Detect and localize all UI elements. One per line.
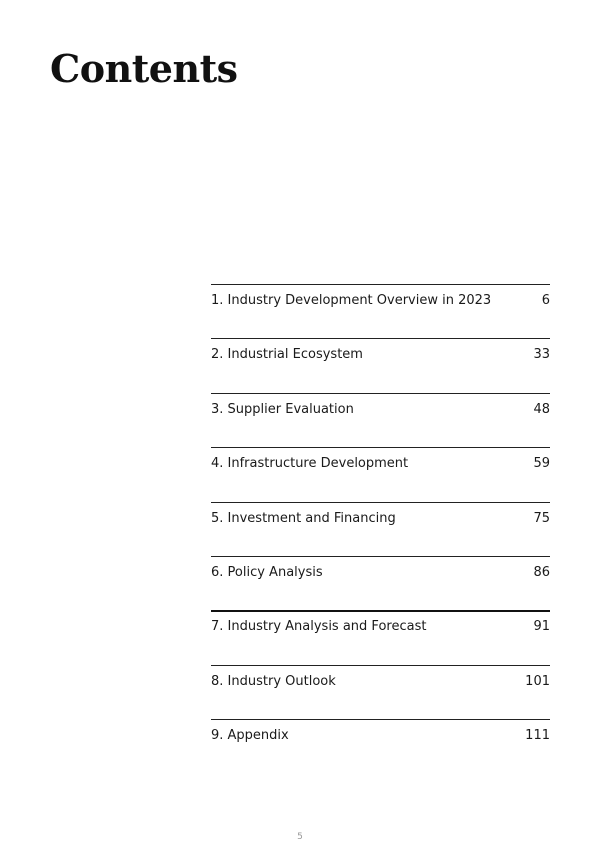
toc-entry-label: 1. Industry Development Overview in 2023: [211, 293, 492, 308]
toc-entry-label: 4. Infrastructure Development: [211, 456, 409, 472]
toc-entry-page: 111: [525, 728, 550, 744]
toc-entry[interactable]: [211, 502, 550, 556]
toc-entry-page: 59: [533, 456, 550, 472]
toc-entry-label: 7. Industry Analysis and Forecast: [211, 619, 427, 635]
toc-entry[interactable]: [211, 610, 550, 664]
toc-entry-page: 48: [533, 401, 550, 417]
toc-entry[interactable]: [211, 447, 550, 501]
toc-entry-label: 5. Investment and Financing: [211, 510, 396, 526]
toc-entry-page: 86: [533, 564, 550, 580]
toc-entry-label: 6. Policy Analysis: [211, 564, 323, 580]
toc-entry-label: 3. Supplier Evaluation: [211, 401, 354, 417]
toc-entry-page: 101: [525, 673, 550, 689]
toc-entry[interactable]: [211, 719, 550, 773]
toc-entry-label: 2. Industrial Ecosystem: [211, 347, 363, 363]
page-number: 5: [297, 832, 303, 842]
toc-entry[interactable]: [211, 556, 550, 610]
table-of-contents: [211, 284, 550, 774]
toc-entry-page: 6: [541, 293, 550, 308]
page-title: Contents: [50, 46, 238, 91]
toc-entry[interactable]: [211, 665, 550, 719]
toc-entry-page: 75: [533, 510, 550, 526]
toc-entry[interactable]: [211, 284, 550, 338]
toc-entry-page: 33: [533, 347, 550, 363]
toc-entry-page: 91: [533, 619, 550, 635]
toc-entry-label: 8. Industry Outlook: [211, 673, 336, 689]
toc-entry-label: 9. Appendix: [211, 728, 289, 744]
toc-entry[interactable]: [211, 393, 550, 447]
toc-entry[interactable]: [211, 338, 550, 392]
